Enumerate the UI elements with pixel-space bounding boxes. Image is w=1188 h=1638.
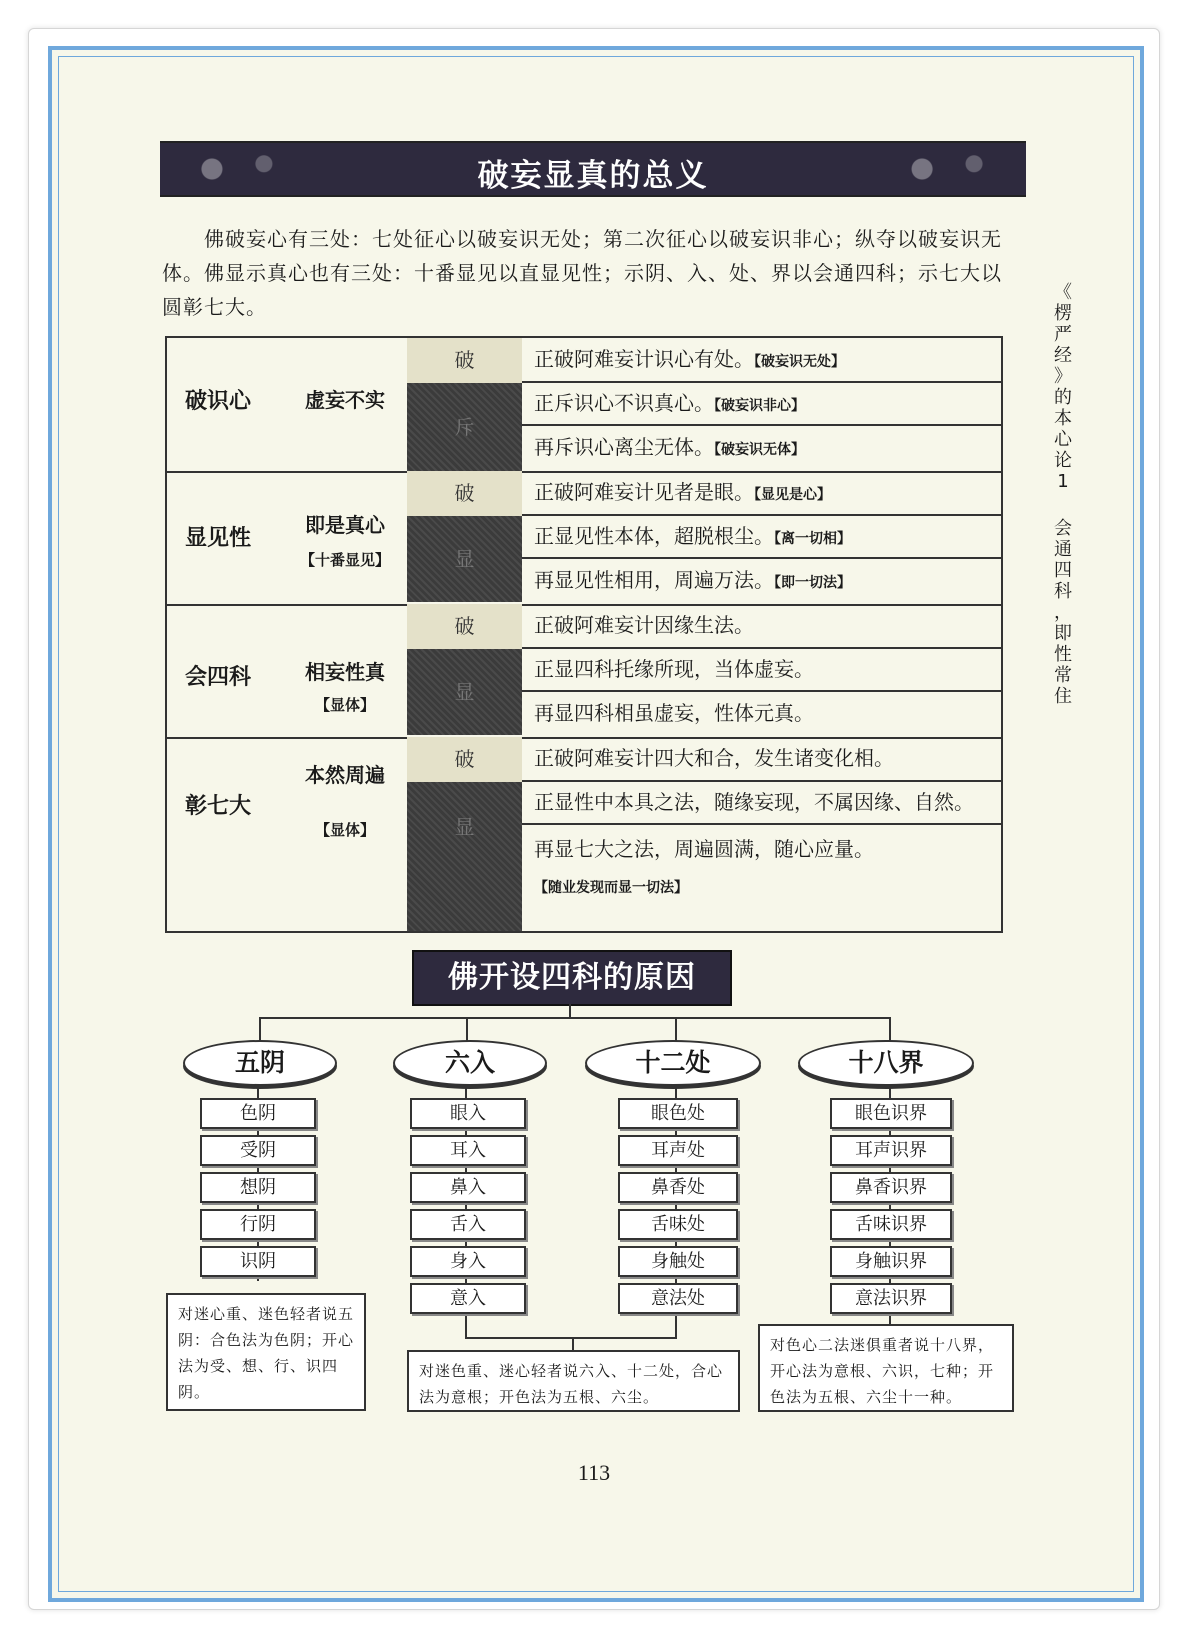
list-item: 识阴 <box>200 1246 316 1277</box>
row-note: 【破妄识非心】 <box>714 398 805 414</box>
table-row: 正显性中本具之法，随缘妄现，不属因缘、自然。 <box>522 782 1001 825</box>
table-row: 再显七大之法，周遍圆满，随心应量。 【随业发现而显一切法】 <box>534 837 874 896</box>
side-title-char: 本 <box>1054 408 1072 429</box>
list-item: 眼入 <box>410 1098 526 1129</box>
side-title-char: 经 <box>1054 345 1072 366</box>
side-title-char: 《 <box>1054 282 1072 303</box>
table-group <box>167 471 1001 606</box>
side-title-char <box>1048 492 1078 518</box>
side-title-char: 的 <box>1054 387 1072 408</box>
side-title-char: 1 <box>1057 471 1069 492</box>
group-name: 会四科 <box>185 664 252 690</box>
side-title-char: 常 <box>1054 665 1072 686</box>
xian-cell: 显 <box>407 782 522 931</box>
group-note: 【十番显见】 <box>299 551 390 569</box>
connector <box>466 1017 468 1041</box>
group-subtitle: 虚妄不实 <box>305 388 385 412</box>
connector <box>675 1017 677 1041</box>
column-head-liuru: 六入 <box>393 1040 547 1086</box>
po-cell: 破 <box>407 604 522 649</box>
table-row: 正显见性本体，超脱根尘。【离一切相】 <box>522 516 1001 559</box>
side-title-char: 科 <box>1054 581 1072 602</box>
list-item: 意法处 <box>618 1283 738 1314</box>
group-note: 【显体】 <box>314 696 375 714</box>
row-note: 【随业发现而显一切法】 <box>534 880 688 896</box>
connector <box>572 1337 574 1351</box>
list-item: 身入 <box>410 1246 526 1277</box>
table-row: 再显四科相虽虚妄，性体元真。 <box>534 701 814 725</box>
list-item: 舌味识界 <box>830 1209 952 1240</box>
list-item: 想阴 <box>200 1172 316 1203</box>
list-item: 身触处 <box>618 1246 738 1277</box>
table-row: 正显四科托缘所现，当体虚妄。 <box>522 649 1001 692</box>
list-item: 耳声识界 <box>830 1135 952 1166</box>
group-name: 彰七大 <box>185 793 252 819</box>
po-cell: 破 <box>407 338 522 383</box>
table-row: 正破阿难妄计见者是眼。【显见是心】 <box>522 471 1001 516</box>
table-row: 再斥识心离尘无体。【破妄识无体】 <box>534 435 805 459</box>
group-subtitle: 本然周遍 <box>305 763 385 787</box>
side-title-char: 楞 <box>1054 303 1072 324</box>
list-item: 鼻香处 <box>618 1172 738 1203</box>
list-item: 身触识界 <box>830 1246 952 1277</box>
row-note: 【即一切法】 <box>774 575 851 591</box>
list-item: 色阴 <box>200 1098 316 1129</box>
list-item: 意法识界 <box>830 1283 952 1314</box>
connector <box>259 1017 891 1019</box>
list-item: 耳声处 <box>618 1135 738 1166</box>
side-title-char: 会 <box>1054 518 1072 539</box>
side-title-char: ， <box>1054 602 1072 623</box>
title-banner <box>160 141 1026 197</box>
group-subtitle: 即是真心 <box>305 513 385 537</box>
column-head-shibajie: 十八界 <box>798 1040 974 1086</box>
list-item: 受阴 <box>200 1135 316 1166</box>
xian-cell: 显 <box>407 649 522 735</box>
list-item: 鼻入 <box>410 1172 526 1203</box>
desc-wuyin: 对迷心重、迷色轻者说五阴：合色法为色阴；开心法为受、想、行、识四阴。 <box>166 1293 366 1411</box>
summary-table <box>165 336 1003 933</box>
intro-paragraph: 佛破妄心有三处：七处征心以破妄识无处；第二次征心以破妄识非心；纵夺以破妄识无体。佛显示真心也有三处：十番显见以直显见性；示阴、入、处、界以会通四科；示七大以圆彰七大。 <box>162 227 1002 319</box>
side-title-char: 心 <box>1054 429 1072 450</box>
list-item: 行阴 <box>200 1209 316 1240</box>
side-title-char: 严 <box>1054 324 1072 345</box>
list-item: 眼色处 <box>618 1098 738 1129</box>
row-note: 【显见是心】 <box>754 487 831 503</box>
side-title-char: 即 <box>1054 623 1072 644</box>
desc-liuru-shierchu: 对迷色重、迷心轻者说六入、十二处，合心法为意根；开色法为五根、六尘。 <box>407 1350 740 1412</box>
connector <box>889 1017 891 1041</box>
list-item: 耳入 <box>410 1135 526 1166</box>
side-title-char: 四 <box>1054 560 1072 581</box>
page-title: 破妄显真的总义 <box>477 158 709 194</box>
side-title-char: 通 <box>1054 539 1072 560</box>
table-row: 正破阿难妄计四大和合，发生诸变化相。 <box>522 737 1001 782</box>
list-item: 意入 <box>410 1283 526 1314</box>
connector <box>569 1004 571 1018</box>
side-title-char: 论 <box>1054 450 1072 471</box>
side-title-char: 住 <box>1054 686 1072 707</box>
group-name: 显见性 <box>185 525 252 551</box>
table-group <box>167 338 1001 473</box>
side-title-char: 》 <box>1054 366 1072 387</box>
page-number: 113 <box>577 1460 611 1485</box>
row-note: 【破妄识无体】 <box>714 442 805 458</box>
xian-cell: 显 <box>407 516 522 602</box>
side-title-char: 性 <box>1054 644 1072 665</box>
group-subtitle: 相妄性真 <box>305 660 385 684</box>
table-row: 正破阿难妄计识心有处。【破妄识无处】 <box>522 338 1001 383</box>
xian-cell: 斥 <box>407 383 522 471</box>
desc-shibajie: 对色心二法迷俱重者说十八界，开心法为意根、六识，七种；开色法为五根、六尘十一种。 <box>758 1324 1014 1412</box>
table-group <box>167 604 1001 739</box>
connector <box>259 1017 261 1041</box>
po-cell: 破 <box>407 737 522 782</box>
table-row: 再显见性相用，周遍万法。【即一切法】 <box>534 568 851 592</box>
table-group <box>167 737 1001 931</box>
group-name: 破识心 <box>185 388 252 414</box>
list-item: 眼色识界 <box>830 1098 952 1129</box>
row-note: 【破妄识无处】 <box>754 354 845 370</box>
list-item: 舌入 <box>410 1209 526 1240</box>
row-note: 【离一切相】 <box>774 531 851 547</box>
diagram-title: 佛开设四科的原因 <box>412 950 732 1006</box>
column-head-shierchu: 十二处 <box>585 1040 761 1086</box>
list-item: 鼻香识界 <box>830 1172 952 1203</box>
column-head-wuyin: 五阴 <box>183 1040 337 1086</box>
connector <box>465 1337 677 1339</box>
table-row: 正破阿难妄计因缘生法。 <box>522 604 1001 649</box>
po-cell: 破 <box>407 471 522 516</box>
side-running-title <box>1048 282 1078 707</box>
group-note: 【显体】 <box>314 821 375 839</box>
table-row: 正斥识心不识真心。【破妄识非心】 <box>522 383 1001 426</box>
list-item: 舌味处 <box>618 1209 738 1240</box>
